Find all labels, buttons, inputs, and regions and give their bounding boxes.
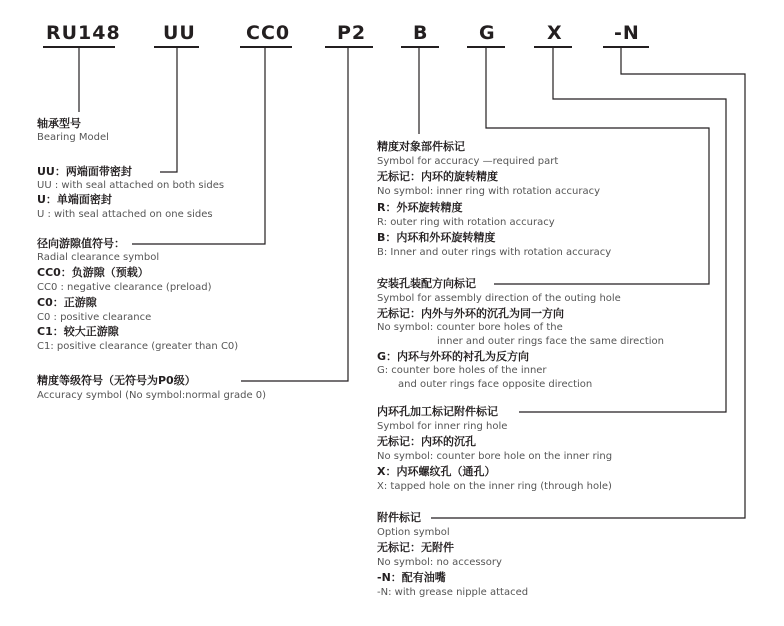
n-none-cn: 无标记：无附件 — [377, 541, 454, 554]
x-x-cn: X：内环螺纹孔（通孔） — [377, 465, 496, 478]
accuracy-title-cn: 精度等级符号（无符号为P0级） — [37, 374, 196, 387]
model-title-en: Bearing Model — [37, 132, 109, 143]
assembly-title-cn: 安装孔装配方向标记 — [377, 277, 476, 290]
connector-uu — [160, 48, 177, 172]
b-b-cn: B：内环和外环旋转精度 — [377, 231, 496, 244]
c0-label-en: C0 : positive clearance — [37, 312, 152, 323]
cc0-label-en: CC0 : negative clearance (preload) — [37, 282, 212, 293]
assembly-title-en: Symbol for assembly direction of the outing hole — [377, 293, 621, 304]
accuracy-part-title-cn: 精度对象部件标记 — [377, 140, 465, 153]
model-title-cn: 轴承型号 — [37, 117, 81, 130]
g-g-en-1: G: counter bore holes of the inner — [377, 365, 547, 376]
n-none-en: No symbol: no accessory — [377, 557, 502, 568]
code-x: X — [547, 22, 563, 44]
clearance-title-en: Radial clearance symbol — [37, 252, 160, 263]
b-r-en: R: outer ring with rotation accuracy — [377, 217, 555, 228]
c0-label-cn: C0：正游隙 — [37, 296, 97, 309]
cc0-label-cn: CC0：负游隙（预载） — [37, 266, 149, 279]
inner-hole-title-en: Symbol for inner ring hole — [377, 421, 508, 432]
c1-label-en: C1: positive clearance (greater than C0) — [37, 341, 239, 352]
accuracy-title-en: Accuracy symbol (No symbol:normal grade 0) — [37, 390, 267, 401]
inner-hole-title-cn: 内环孔加工标记附件标记 — [377, 405, 498, 418]
code-n: -N — [614, 22, 640, 44]
u-label-en: U : with seal attached on one sides — [37, 209, 213, 220]
code-g: G — [479, 22, 496, 44]
accuracy-part-title-en: Symbol for accuracy —required part — [377, 156, 559, 167]
n-n-en: -N: with grease nipple attaced — [377, 587, 529, 598]
option-title-cn: 附件标记 — [377, 511, 421, 524]
g-none-en-1: No symbol: counter bore holes of the — [377, 322, 563, 333]
x-none-cn: 无标记：内环的沉孔 — [377, 435, 476, 448]
b-r-cn: R：外环旋转精度 — [377, 201, 463, 214]
code-ru148: RU148 — [46, 22, 121, 44]
g-g-cn: G：内环与外环的衬孔为反方向 — [377, 350, 530, 363]
b-none-en: No symbol: inner ring with rotation accuracy — [377, 186, 600, 197]
uu-label-en: UU : with seal attached on both sides — [37, 180, 225, 191]
b-none-cn: 无标记：内环的旋转精度 — [377, 170, 498, 183]
clearance-title-cn: 径向游隙值符号： — [37, 237, 125, 250]
connector-p2 — [241, 48, 348, 381]
connector-x — [519, 48, 726, 412]
g-g-en-2: and outer rings face opposite direction — [398, 379, 593, 390]
b-b-en: B: Inner and outer rings with rotation accuracy — [377, 247, 612, 258]
x-x-en: X: tapped hole on the inner ring (through hole) — [377, 481, 612, 492]
u-label-cn: U：单端面密封 — [37, 193, 112, 206]
option-title-en: Option symbol — [377, 527, 450, 538]
code-p2: P2 — [337, 22, 367, 44]
c1-label-cn: C1：较大正游隙 — [37, 325, 119, 338]
g-none-en-2: inner and outer rings face the same direction — [437, 336, 664, 347]
x-none-en: No symbol: counter bore hole on the inner ring — [377, 451, 613, 462]
code-b: B — [413, 22, 429, 44]
code-uu: UU — [163, 22, 196, 44]
uu-label-cn: UU：两端面带密封 — [37, 165, 132, 178]
connector-n — [431, 48, 745, 518]
g-none-cn: 无标记：内外与外环的沉孔为同一方向 — [377, 307, 564, 320]
n-n-cn: -N：配有油嘴 — [377, 571, 446, 584]
code-cc0: CC0 — [246, 22, 291, 44]
